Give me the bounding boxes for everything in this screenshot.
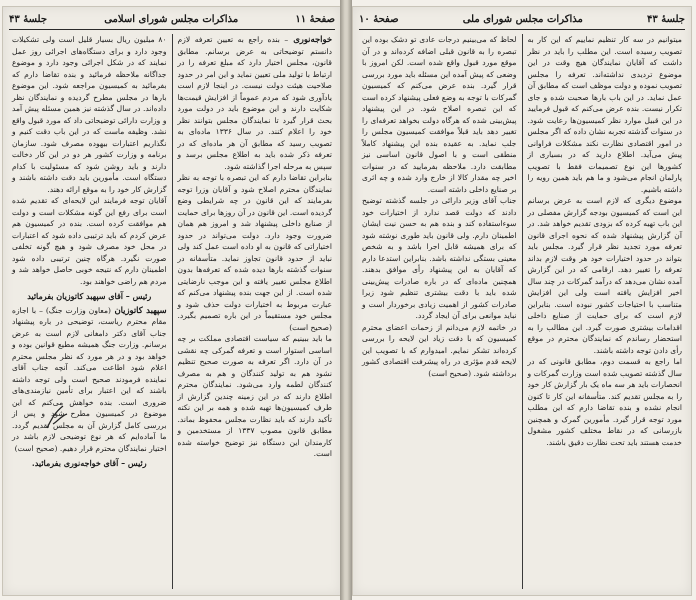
paragraph-text: لحاظ که می‌بینیم درجات عادی تو دشک بوده این تبصره را به قانون قبلی اضافه کرده‌اند و در آن موقع مورد قبول واقع شده است. لکن امروز با وضعی که پیش آمده این مسئله باید مورد بررسی قرار گیرد. بنده عرض می‌کنم که کمیسیون گمرکات با توجه به وضع فعلی پیشنهاد کرده است که این تبصره اصلاح شود. در این پیشنهاد پیش‌بینی شده که هرگاه دولت بخواهد تعرفه‌ای را تغییر دهد باید قبلاً موافقت کمیسیون مجلس را جلب نماید. به عقیده بنده این پیشنهاد کاملاً منطقی است و با اصول قانون اساسی نیز مطابقت دارد. ملاحظه بفرمایید که در سنوات اخیر چه مقدار کالا از خارج وارد شده و چه اثری بر صنایع داخلی داشته است. xyxy=(362,35,517,194)
paragraph-text: اما راجع به قسمت دوم، مطابق قانونی که در سال گذشته تصویب شده است وزارت گمرکات و انحصارات باید هر سه ماه یک بار گزارش کار خود را به مجلس تقدیم کند. متأسفانه این کار تا کنون انجام نشده و بنده تقاضا دارم که این مطلب مورد توجه قرار گیرد. مأمورین گمرک و همچنین بازرسانی که در نقاط مختلف کشور مشغول خدمت هستند باید تحت نظارت دقیق باشند. xyxy=(527,357,682,447)
right-session-label: جلسهٔ ۴۳ xyxy=(646,13,685,25)
paragraph-text: موضوع دیگری که لازم است به عرض برسانم این است که کمیسیون بودجه گزارش مفصلی در این باب تهیه کرده که بزودی تقدیم خواهد شد. در آن گزارش پیشنهاد شده که نحوه اجرای قانون تعرفه مورد تجدید نظر قرار گیرد. مجلس باید بتواند در حدود اختیارات خود هر وقت لازم بداند تعرفه را تغییر دهد. ارقامی که در این گزارش آمده نشان می‌دهد که درآمد گمرکات در چند سال اخیر افزایش یافته است ولی این افزایش متناسب با احتیاجات کشور نبوده است. بنابراین لازم است که برای حمایت از صنایع داخلی اقدامات بیشتری صورت گیرد. این مطالب را به استحضار رساندم که نمایندگان محترم در موقع رأی دادن توجه داشته باشند. xyxy=(527,196,682,355)
paragraph-text: – بنده راجع به تعیین تعرفه لازم دانستم توضیحاتی به عرض برسانم. مطابق قانون، مجلس اختیار دارد که مبلغ تعرفه را در ارتباط با تولید ملی تعیین نماید و این امر در حدود صلاحیت هیئت دولت نیست. در اینجا لازم است یادآوری شود که مردم عموماً از افزایش قیمت‌ها شکایت دارند و این موضوع باید در دولت مورد بحث قرار گیرد تا نمایندگان مجلس بتوانند نظر خود را اعلام کنند. در سال ۱۳۳۶ ماده‌ای به تصویب رسید که مطابق آن هر ماده‌ای که در تعرفه ذکر شده باید به اطلاع مجلس برسد و سپس به مرحله اجرا گذاشته شود. xyxy=(177,35,332,171)
right-page-column-left xyxy=(359,34,520,589)
left-journal-title: مذاکرات مجلس شورای اسلامی xyxy=(104,13,239,25)
paragraph xyxy=(12,195,167,287)
right-header-rule xyxy=(359,29,685,30)
speaker-name: سپهبد کاتوزیان xyxy=(111,304,167,315)
paragraph xyxy=(178,172,333,333)
paragraph xyxy=(362,195,517,322)
paragraph xyxy=(12,305,167,455)
paragraph-text: ۸۰ میلیون ریال بسیار قلیل است ولی تشکیلات وجود دارد و برای دستگاه‌های اجرائی روز عمل نمایند که در شکل اجرائی وجود دارد و موضوع جداگانه ملاحظه فرمائید و بنده تقاضا دارم که بفرمائید به کمیسیون مراجعه شود. این موضوع بارها در مجلس مطرح گردیده و نمایندگان نظر داده‌اند. در سال گذشته نیز همین مسئله پیش آمد و وزارت دارائی توضیحاتی داد که مورد قبول واقع نشد. وظیفه ماست که در این باب دقت کنیم و نگذاریم اعتبارات بیهوده مصرف شود. سازمان برنامه و وزارت کشور هر دو در این کار دخالت دارند و باید روشن شود که مسئولیت با کدام دستگاه است. مأمورین باید دقت داشته باشند و گزارش کار خود را به موقع ارائه دهند. xyxy=(12,35,167,194)
left-page-column-right xyxy=(175,34,336,589)
right-page-number: صفحهٔ ۱۰ xyxy=(359,13,399,25)
paragraph xyxy=(528,195,683,356)
left-page-number: صفحهٔ ۱۱ xyxy=(295,13,335,25)
paragraph xyxy=(12,34,167,195)
right-page-header xyxy=(359,11,685,27)
left-page-column-left xyxy=(9,34,170,589)
left-column-divider xyxy=(172,34,173,589)
paragraph xyxy=(362,34,517,195)
speaker-line: رئیس – آقای سپهبد کاتوزیان بفرمائید xyxy=(27,291,152,301)
paragraph xyxy=(528,34,683,195)
right-page xyxy=(352,6,692,596)
paragraph xyxy=(362,322,517,380)
left-header-rule xyxy=(9,29,335,30)
paragraph xyxy=(178,333,333,460)
paragraph-text: بنابراین تقاضا دارم که این تبصره با توجه به نظر نمایندگان محترم اصلاح شود و آقایان وزرا توجه بفرمایند که این قانون در چه شرایطی وضع گردیده است. این قانون در آن روزها برای حمایت از صنایع داخلی پیشنهاد شد و امروز هم همان ضرورت وجود دارد. دولت می‌تواند در حدود اختیاراتی که قانون به او داده است عمل کند ولی نباید از حدود قانون تجاوز نماید. متأسفانه در سنوات گذشته بارها دیده شده که تعرفه‌ها بدون اطلاع مجلس تغییر یافته و این موجب نارضایتی شده است. از این جهت بنده پیشنهاد می‌کنم که عبارت مربوط به اختیارات دولت حذف شود و مجلس خود مستقیماً در این باره تصمیم بگیرد. (صحیح است) xyxy=(177,173,332,332)
book-gutter xyxy=(340,0,352,600)
left-session-label: جلسهٔ ۴۳ xyxy=(9,13,48,25)
paragraph-text: در خاتمه لازم می‌دانم از زحمات اعضای محترم کمیسیون که با دقت زیاد این لایحه را بررسی کرده‌اند تشکر نمایم. امیدوارم که با تصویب این لایحه قدم مؤثری در راه پیشرفت اقتصادی کشور برداشته شود. (صحیح است) xyxy=(362,322,517,378)
left-page xyxy=(2,6,342,596)
speaker-name: خواجه‌نوری xyxy=(288,34,332,44)
right-journal-title: مذاکرات مجلس شورای ملی xyxy=(462,13,583,25)
left-page-header xyxy=(9,11,335,27)
paragraph-text: میتوانیم در سه کار تنظیم نماییم که این کار به تصویب رسیده است. این مطلب را باید در نظر داشت که آقایان نمایندگان هیچ وقت در این موضوع تردیدی نداشته‌اند. تعرفه را مجلس تصویب نموده و دولت موظف است که مطابق آن عمل نماید. در این باب بارها صحبت شده و جای تکرار نیست. بنده عرض می‌کنم که قبول فرمایید در این قبیل موارد نظر کمیسیون‌ها رعایت شود. در سنوات گذشته تجربه نشان داده که اگر مجلس در امور اقتصادی نظارت نکند مشکلات فراوانی پیش می‌آید. اطلاع دارید که در بسیاری از کشورها این نوع تصمیمات فقط با تصویب پارلمان انجام می‌شود و ما هم باید همین رویه را داشته باشیم. xyxy=(527,35,682,194)
paragraph xyxy=(528,356,683,448)
paragraph-text: آقایان توجه فرمایند این لایحه‌ای که تقدیم شده است برای رفع این گونه مشکلات است و دولت هم موافقت کرده است. بنده در کمیسیون هم عرض کردم که باید ترتیبی داده شود که اعتبارات در محل خود مصرف شود و هیچ گونه تخلفی صورت نگیرد. هرگاه چنین ترتیبی داده شود اطمینان دارم که نتیجه خوبی حاصل خواهد شد و مردم هم راضی خواهند بود. xyxy=(12,196,167,286)
right-column-divider xyxy=(522,34,523,589)
paragraph-text: (معاون وزارت جنگ) – با اجازه مقام محترم ریاست، توضیحی در باره پیشنهاد جناب آقای دکتر دامغانی لازم است به عرض برسانم. وزارت جنگ همیشه مطیع قوانین بوده و خواهد بود و در هر مورد که نظر مجلس محترم اعلام شود اطاعت می‌کند. آنچه جناب آقای نماینده فرمودند صحیح است ولی توجه داشته باشند که این اعتبار برای تأمین نیازمندی‌های ضروری است. بنده خواهش می‌کنم که این موضوع در کمیسیون مطرح شود و پس از بررسی کامل گزارش آن به مجلس تقدیم گردد. ما آماده‌ایم که هر نوع توضیحی لازم باشد در اختیار نمایندگان محترم قرار دهیم. (صحیح است) xyxy=(12,305,167,453)
speaker-line: رئیس – آقای خواجه‌نوری بفرمائید. xyxy=(31,458,147,468)
paragraph-text: جناب آقای وزیر دارائی در جلسه گذشته توضیح دادند که دولت قصد ندارد از اختیارات خود سوءاستفاده کند و بنده هم به حسن نیت ایشان اطمینان دارم. ولی قانون باید طوری نوشته شود که برای همیشه قابل اجرا باشد و به شخص معینی بستگی نداشته باشد. بنابراین استدعا دارم که آقایان به این پیشنهاد رأی موافق بدهند. همچنین ماده‌ای که در باره صادرات پیش‌بینی شده باید با دقت بیشتری تنظیم شود زیرا صادرات کشور از اهمیت زیادی برخوردار است و نباید موانعی برای آن ایجاد گردد. xyxy=(362,196,517,320)
right-page-column-right xyxy=(525,34,686,589)
paragraph xyxy=(178,34,333,172)
paragraph-text: ما باید ببینیم که سیاست اقتصادی مملکت بر چه اساسی استوار است و تعرفه گمرکی چه نقشی در آن دارد. اگر تعرفه به صورت صحیح تنظیم نشود هم به تولید کنندگان و هم به مصرف کنندگان لطمه وارد می‌شود. نمایندگان محترم اطلاع دارند که در این زمینه چندین گزارش از طرف کمیسیون‌ها تهیه شده و همه بر این نکته تأکید دارند که باید نظارت مجلس محفوظ بماند. مطابق قانون مصوب ۱۳۳۷ از مستخدمین و کارمندان این دستگاه نیز توضیح خواسته شده است. xyxy=(177,334,332,458)
